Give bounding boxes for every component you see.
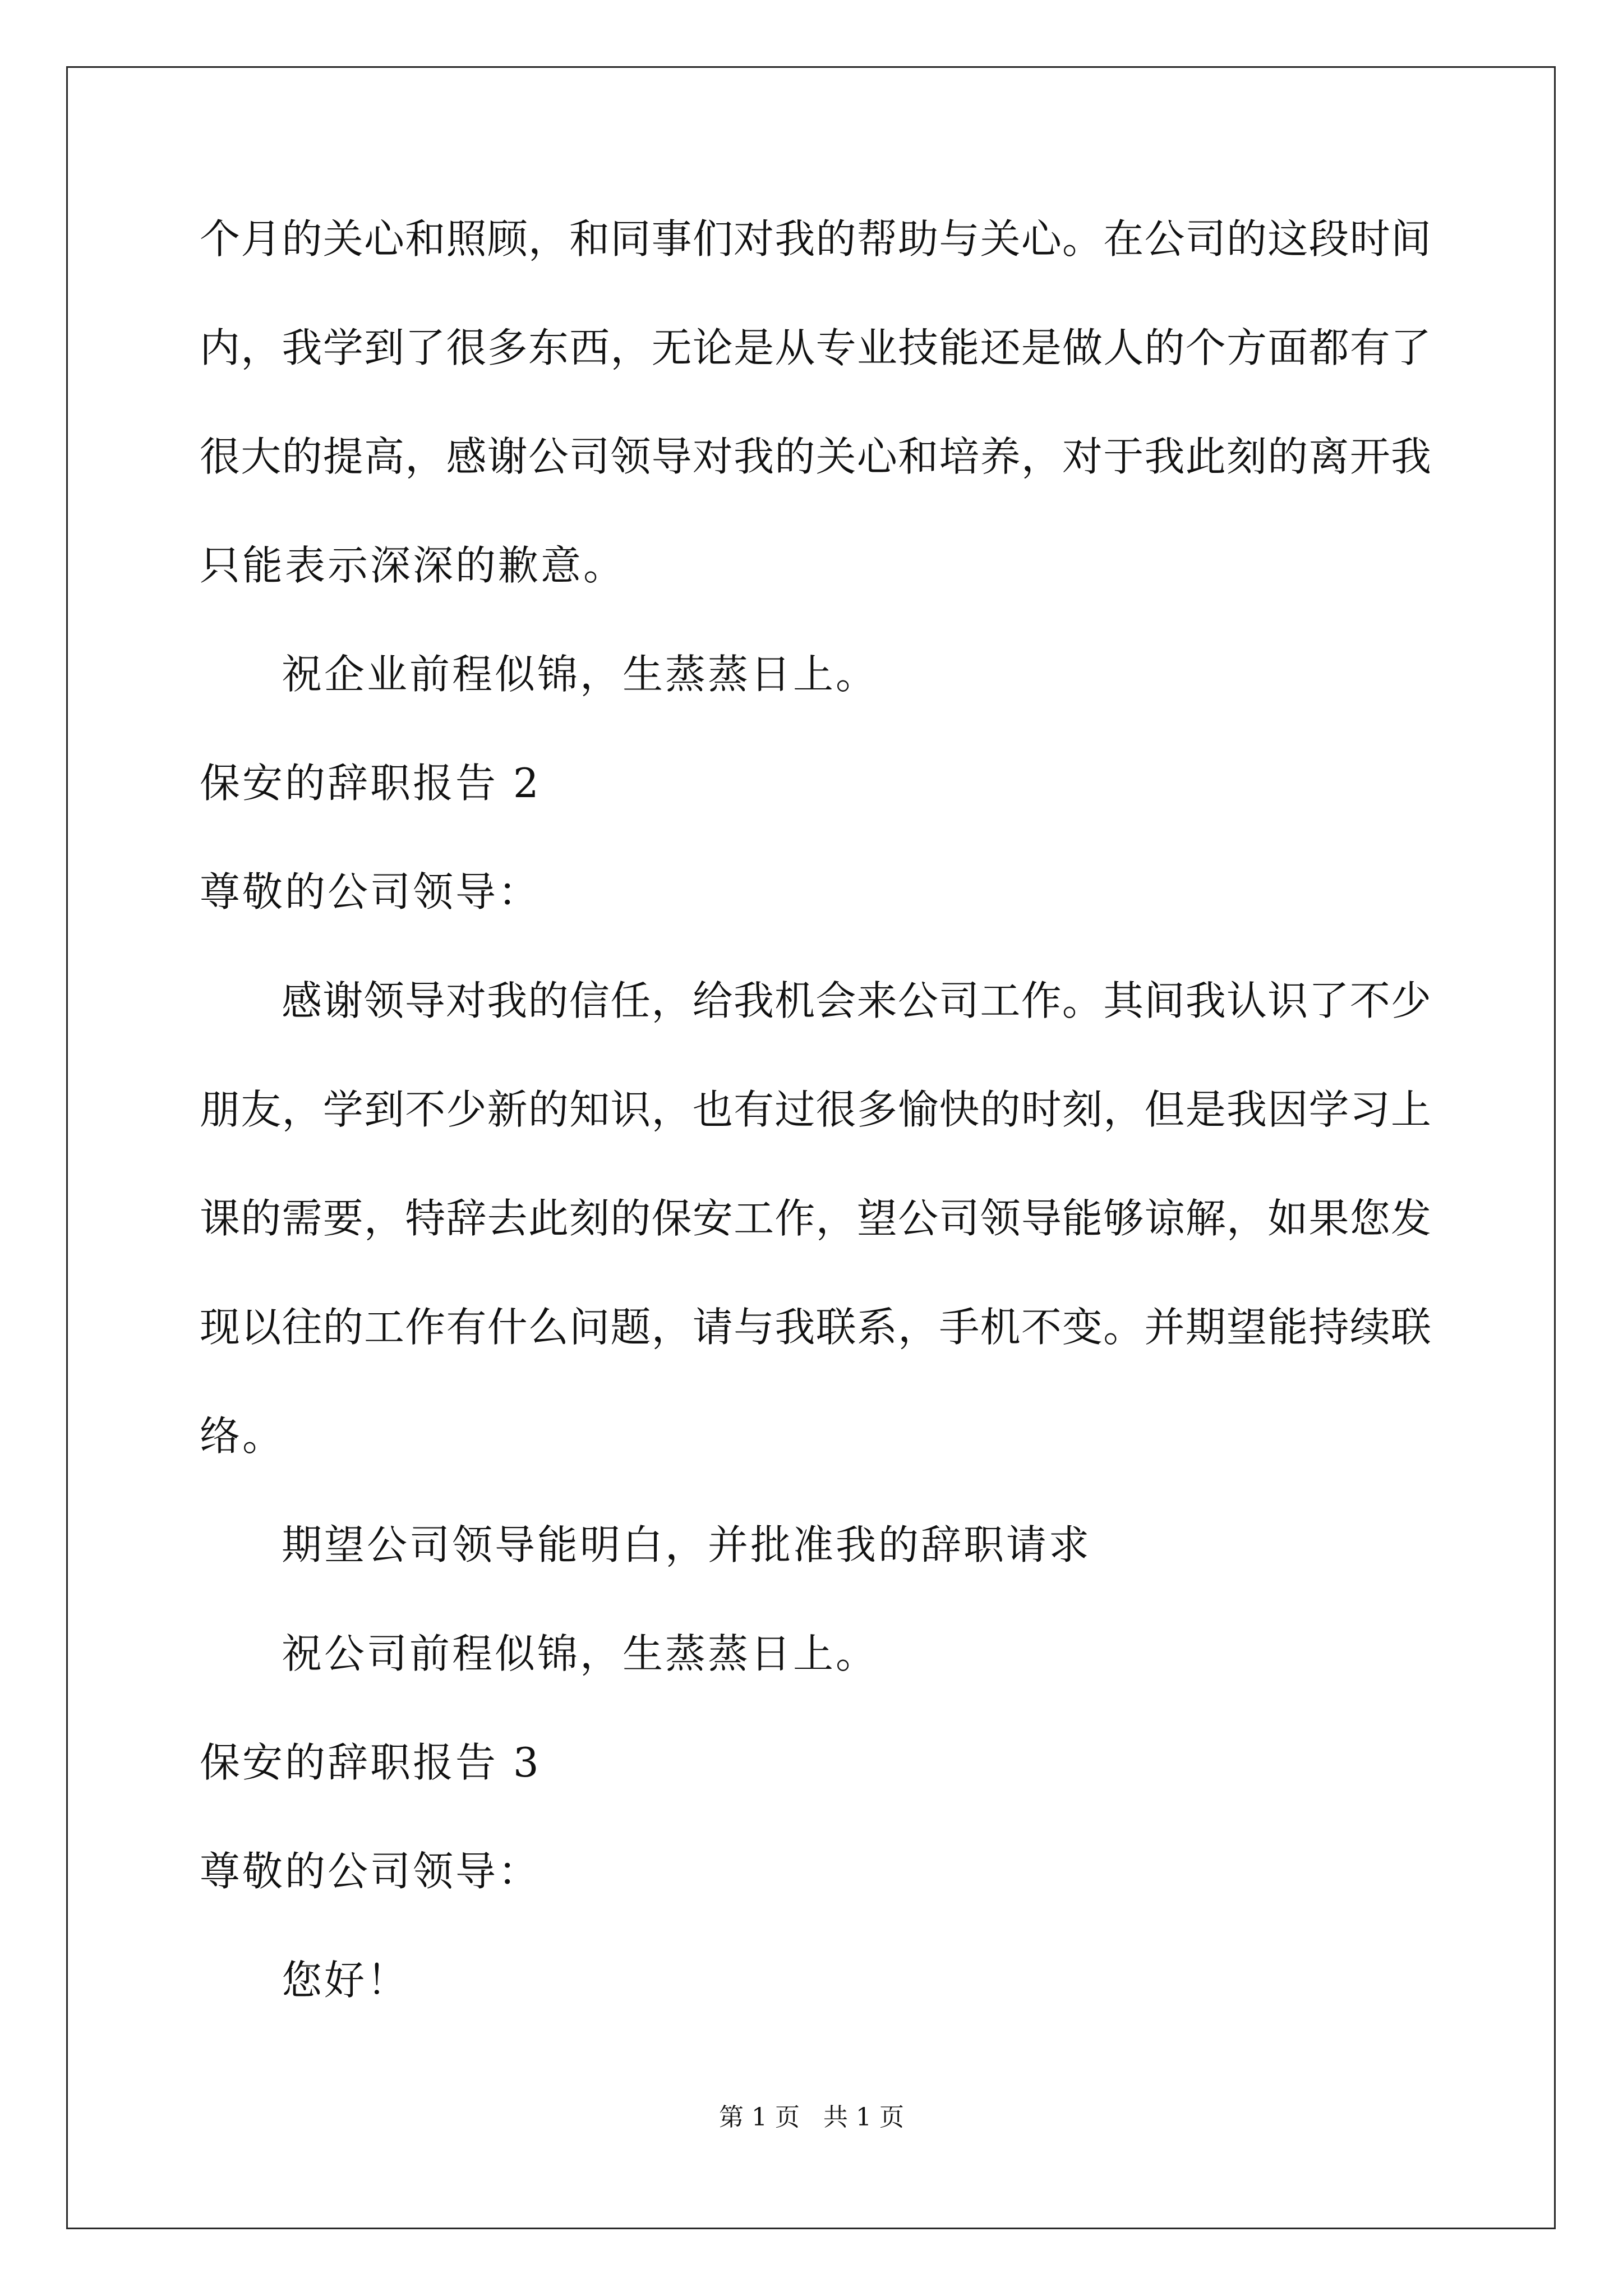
page-number: 第 1 页 xyxy=(719,2103,800,2132)
paragraph-line: 络。 xyxy=(200,1412,285,1460)
paragraph-line: 很大的提高，感谢公司领导对我的关心和培养，对于我此刻的离开我 xyxy=(200,433,1431,480)
paragraph-line: 感谢领导对我的信任，给我机会来公司工作。其间我认识了不少 xyxy=(282,977,1431,1024)
paragraph-line: 课的需要，特辞去此刻的保安工作，望公司领导能够谅解，如果您发 xyxy=(200,1195,1431,1242)
salutation: 尊敬的公司领导： xyxy=(200,868,541,915)
paragraph-line: 个月的关心和照顾，和同事们对我的帮助与关心。在公司的这段时间 xyxy=(200,215,1431,263)
paragraph-line: 只能表示深深的歉意。 xyxy=(200,542,626,589)
salutation: 尊敬的公司领导： xyxy=(200,1848,541,1895)
paragraph-line: 现以往的工作有什么问题，请与我联系，手机不变。并期望能持续联 xyxy=(200,1304,1431,1351)
page-border xyxy=(66,66,1556,2229)
section-heading-3: 保安的辞职报告 3 xyxy=(200,1739,541,1786)
closing-wish: 祝公司前程似锦，生蒸蒸日上。 xyxy=(282,1630,879,1677)
page-footer xyxy=(0,2101,1623,2134)
section-heading-2: 保安的辞职报告 2 xyxy=(200,760,541,807)
paragraph-line: 朋友，学到不少新的知识，也有过很多愉快的时刻，但是我因学习上 xyxy=(200,1086,1431,1133)
paragraph-line: 内，我学到了很多东西，无论是从专业技能还是做人的个方面都有了 xyxy=(200,324,1431,371)
total-pages: 共 1 页 xyxy=(823,2103,904,2132)
paragraph-line: 期望公司领导能明白，并批准我的辞职请求 xyxy=(282,1521,1092,1568)
closing-wish: 祝企业前程似锦，生蒸蒸日上。 xyxy=(282,651,879,698)
greeting: 您好！ xyxy=(282,1957,410,2004)
